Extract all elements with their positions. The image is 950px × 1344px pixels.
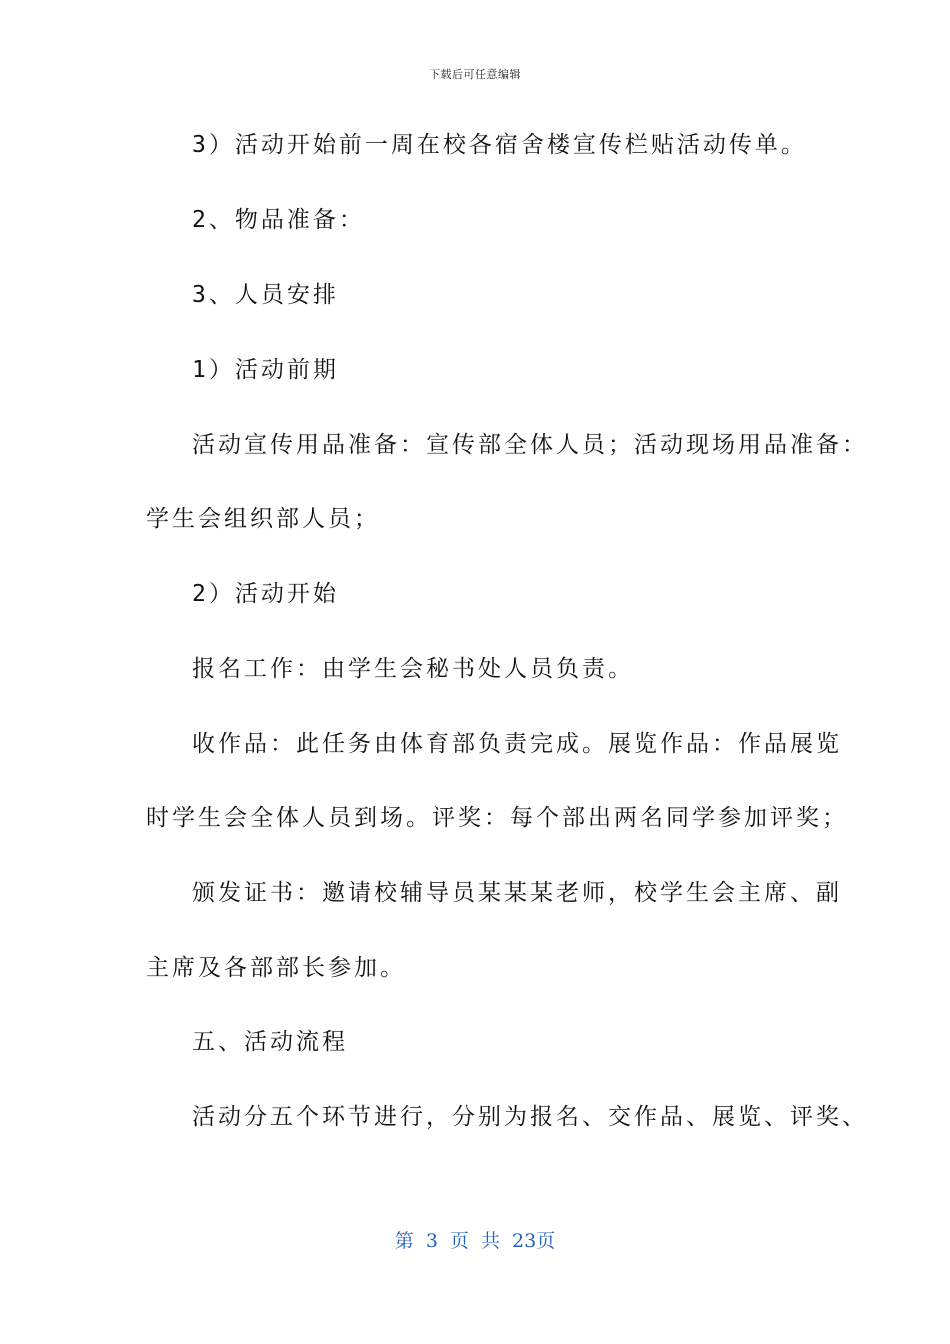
paragraph-line: 学生会组织部人员；	[146, 506, 380, 532]
paragraph-line: 时学生会全体人员到场。评奖：每个部出两名同学参加评奖；	[146, 805, 848, 831]
paragraph-line: 颁发证书：邀请校辅导员某某某老师，校学生会主席、副	[192, 880, 842, 906]
paragraph-line: 收作品：此任务由体育部负责完成。展览作品：作品展览	[192, 731, 842, 757]
paragraph-line: 报名工作：由学生会秘书处人员负责。	[192, 656, 634, 682]
paragraph-line: 1）活动前期	[192, 357, 339, 383]
paragraph-line: 3）活动开始前一周在校各宿舍楼宣传栏贴活动传单。	[192, 132, 807, 158]
section-heading: 五、活动流程	[192, 1029, 348, 1055]
paragraph-line: 主席及各部部长参加。	[146, 955, 406, 981]
page-number-footer: 第 3 页 共 23页	[394, 1230, 556, 1252]
page-header: 下载后可任意编辑	[429, 68, 521, 81]
paragraph-line: 2、物品准备：	[192, 207, 365, 233]
paragraph-line: 3、人员安排	[192, 282, 339, 308]
paragraph-line: 活动宣传用品准备：宣传部全体人员；活动现场用品准备：	[192, 432, 868, 458]
paragraph-line: 活动分五个环节进行，分别为报名、交作品、展览、评奖、	[192, 1104, 868, 1130]
paragraph-line: 2）活动开始	[192, 581, 339, 607]
